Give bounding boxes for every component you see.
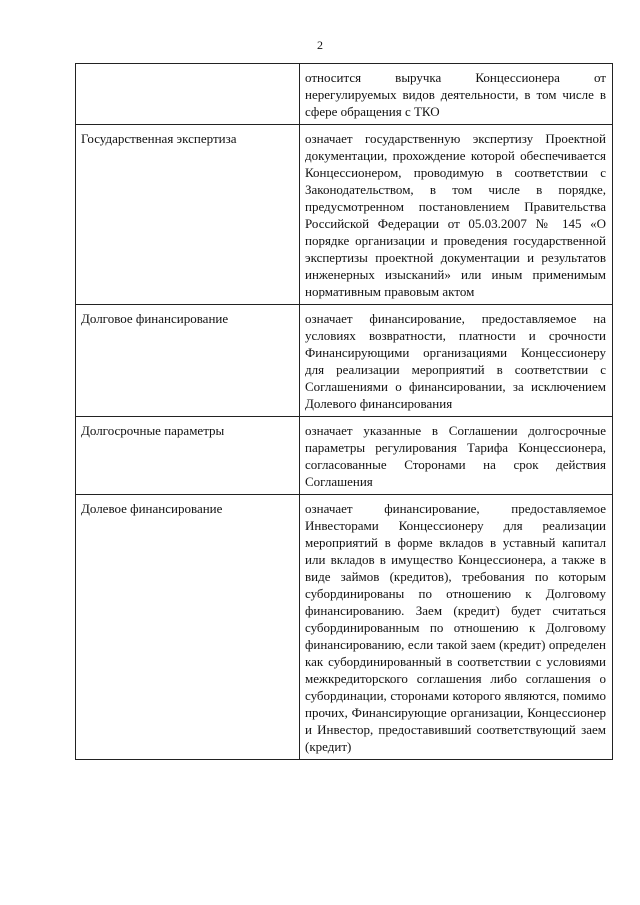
term-cell: Долгосрочные параметры bbox=[76, 417, 300, 495]
definition-cell: означает финансирование, предоставляемое на условиях возвратности, платности и срочности Финансирующими организациями Концессионеру для реализации мероприятий в соответствии с Соглашениями о финансировании, за исключением Долевого финансирования bbox=[300, 305, 613, 417]
term-cell: Государственная экспертиза bbox=[76, 125, 300, 305]
page-number: 2 bbox=[317, 38, 323, 52]
definition-cell: означает указанные в Соглашении долгосрочные параметры регулирования Тарифа Концессионера, согласованные Сторонами на срок действия Соглашения bbox=[300, 417, 613, 495]
definition-cell: относится выручка Концессионера от нерегулируемых видов деятельности, в том числе в сфере обращения с ТКО bbox=[300, 64, 613, 125]
table-row bbox=[76, 495, 613, 760]
table-row bbox=[76, 305, 613, 417]
definitions-table bbox=[75, 63, 613, 760]
definition-cell: означает финансирование, предоставляемое Инвесторами Концессионеру для реализации мероприятий в форме вкладов в уставный капитал или вкладов в имущество Концессионера, а также в виде займов (кредитов), требования по которым субординированы по отношению к Долговому финансированию. Заем (кредит) будет считаться субординированным по отношению к Долговому финансированию, если такой заем (кредит) определен как субординированный в соответствии с условиями межкредиторского соглашения либо соглашения о субординации, сторонами которого являются, помимо прочих, Финансирующие организации, Концессионер и Инвестор, предоставивший соответствующий заем (кредит) bbox=[300, 495, 613, 760]
term-cell bbox=[76, 64, 300, 125]
table-row bbox=[76, 64, 613, 125]
definition-cell: означает государственную экспертизу Проектной документации, прохождение которой обеспечивается Концессионером, проводимую в соответствии с Законодательством, в том числе в порядке, предусмотренном постановлением Правительства Российской Федерации от 05.03.2007 № 145 «О порядке организации и проведения государственной экспертизы проектной документации и результатов инженерных изысканий» или иным применимым нормативным правовым актом bbox=[300, 125, 613, 305]
term-cell: Долевое финансирование bbox=[76, 495, 300, 760]
table-row bbox=[76, 125, 613, 305]
term-cell: Долговое финансирование bbox=[76, 305, 300, 417]
table-row bbox=[76, 417, 613, 495]
